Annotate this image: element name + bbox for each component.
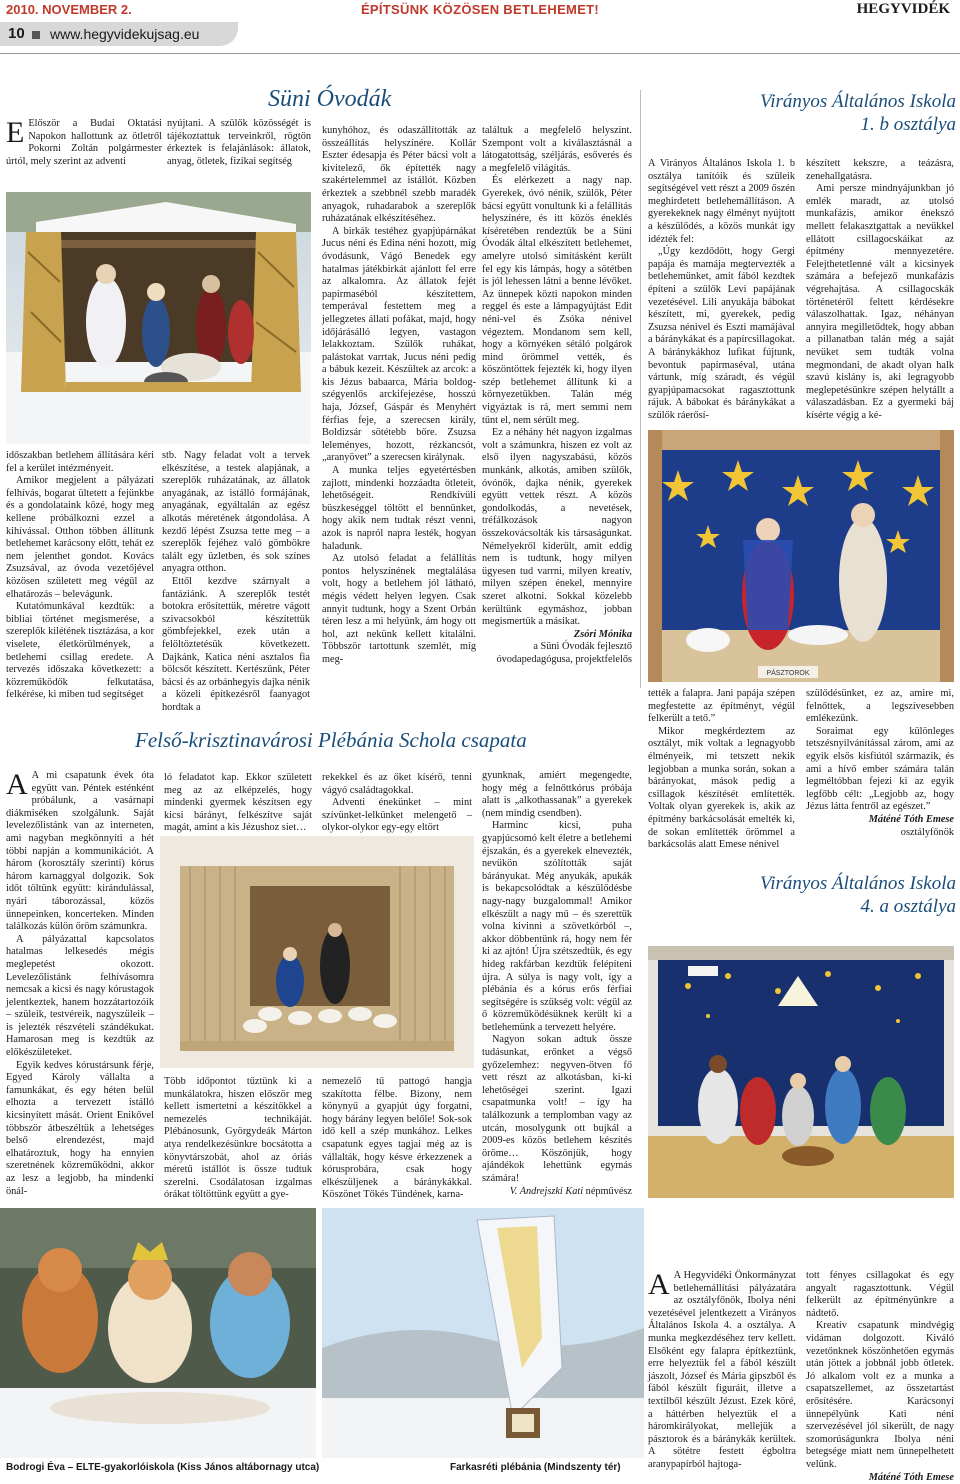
viranyos-4a-nativity-image [648, 946, 954, 1198]
column-divider [640, 90, 641, 688]
page-tab [0, 22, 238, 46]
viranyos-1b-col1 [648, 158, 795, 422]
felso-col2-bottom [164, 1076, 312, 1202]
viranyos-1b-signature-role: osztályfőnök [806, 827, 954, 840]
suni-signature-role1: a Süni Óvodák fejlesztő [482, 641, 632, 654]
felso-col1 [6, 770, 154, 1198]
felso-title: Felső-krisztinavárosi Plébánia Schola csapata [135, 728, 527, 753]
paragraph: tott fényes csillagokat és egy angyalt ragasztottunk. Végül felkerült az építményünkre a nádtető. [806, 1270, 954, 1320]
sign-pasztorok: PÁSZTOROK [766, 668, 809, 677]
paragraph: „Úgy kezdődött, hogy Gergi papája és mamája megtervezték a betlehemünket, amit fából kezdtek építeni a szülők Levi papájának vezetésével. Lili anyukája bábokat készített, mi, gyerekek, pedig Zsuzsa nénivel és Eszti mamájával a báránykákat és a papírcsillagokat. A báránykákhoz lufikat fújtunk, bevontuk papírmaséval, utána vártunk, míg száradt, és végül gyapjúpamacsokat ragasztottunk rájuk. A bábokat és báránykákat a szülők ráerősí- [648, 246, 795, 422]
viranyos-1b-col4 [806, 688, 954, 839]
paragraph: Ettől kezdve szárnyalt a fantáziánk. A szereplők testét botokra erősítettük, méretre vágott szivacsokból készítettük gömbfejekkel, ezek után a felöltöztetésük következett. Dajkánk, Katica néni asztalos fia bölcsőt készített. Kertészünk, Péter bácsi és az orbánhegyis dajka nénik a közeli építkezésről faanyagot hordtak a [162, 576, 310, 715]
viranyos-1b-col3 [648, 688, 795, 852]
suni-nativity-photo [6, 192, 311, 444]
paragraph: Az utolsó feladat a felállítás pontos helyszínének megtalálása volt, hogy a betlehem jól látható, mégis védett helyen legyen. Csak annyit tudtunk, hogy a Szent Orbán téren lesz a mi helyünk, ám hogy ott hol, azt nekünk kellett kitalálni. Többször tartottunk szemlét, míg meg- [322, 553, 476, 666]
bottom-left-photo [0, 1208, 316, 1458]
suni-col2-top-text: nyújtani. A szülők közösségét is tájékoztattuk terveinkről, rögtön érkeztek is felajánlások: állatok, anyag, ötletek, fizikai segítség [167, 118, 311, 168]
paragraph: stb. Nagy feladat volt a tervek elkészítése, a testek alapjának, a szereplők ruházatának, az állatok anyagának, az istálló formájának, anyagának, egyáltalán az egész alkotás méretének átgondolása. A kezdő lépést Zsuzsa tette meg – a szereplők fejéhez való gömbökre talált egy üzletben, és sok színes anyagra otthon. [162, 450, 310, 576]
suni-title: Süni Óvodák [268, 86, 391, 113]
page-header [0, 0, 960, 22]
paragraph: Ami persze mindnyájunkban jó emlék maradt, az utolsó munkafázis, amikor énekszó mellett felakasztgattak a nevükkel ellátott csillagocskáikat az építmény mennyezetére. Felejthetetlenné vált a kicsinyek számára a befejező munkafázis végrehajtása. A csillagocskák történetéről feltett kérdésekre válaszolhattak. Igaz, néhányan annyira megilletődtek, hogy abban a pillanatban talán még a saját nevüket sem tudták volna megmondani, de akadt olyan halk szavú kislány is, aki legragyobb meglepetésünkre szépen helytállt a válaszadásban. Ez a gyermeki báj kísérte végig a ké- [806, 183, 954, 422]
viranyos-4a-col1-text: A Hegyvidéki Önkormányzat betlehemállítási pályázatára az osztályfőnök, Ibolya néni vezetésével jelentkezett a Virányos Általános Iskola 4. a osztálya. A munka megkezdéséhez terv kellett. Elsőként egy falapra építkeztünk, erre helyeztük fel a fából készült jászolt, József és Mária gipszből és fából készült figuráit, illetve a textilből készült Jézust. Ezek köré, a háttérben helyeztük el a háromkirályokat, mellejük a pásztorok és a báránykák kerültek. A sötétre festett égboltra aranypapírból hajtoga- [648, 1270, 796, 1470]
paragraph: Kutatómunkával kezdtük: a bibliai történet megismerése, a szereplők kilétének tisztázása, a kor viselete, életkörülmények, a betlehemi csillag eredete. A tervezés időszaka következett: a közreműködők felkutatása, felkérése, ki miben tud segítséget [6, 601, 154, 702]
paragraph: gyunknak, amiért megengedte, hogy még a felnőttkórus próbája alatt is „alkothassanak” a gyerekek (nem mindig csendben). [482, 770, 632, 820]
paragraph: Nagyon sokan adtuk össze tudásunkat, erőnket a végső győzelemhez: negyven-ötven fő vett részt az alkotásban, ki-ki lehetőségei szerint. Igazi csapatmunka volt! – így ha találkozunk a templomban vagy az utcán, mosolygunk ott bujkál a 2009-es közös betlehem készítés öröme… Köszönjük, hogy ajándékok lehettünk egymás számára! [482, 1034, 632, 1185]
suni-col1-top [6, 118, 162, 168]
viranyos-4a-signature: Máténé Tóth Emese [806, 1472, 954, 1484]
felso-col1-first: A mi csapatunk évek óta együtt van. Péntek esténként próbálunk, a vasárnapi diákmiséken szolgálunk. Saját levelezőlistánk van az interneten, ami nagyban megkönnyíti a hét többi napján a kommunikációt. A három (korosztály szerinti) kórus három karnaggyal dolgozik. Sok időt töltünk együtt: kirándulással, nyári táborozással, közös ünnepeinken, koncerteken. Minden találkozás külön öröm számunkra. [6, 770, 154, 932]
paragraph: Harminc kicsi, puha gyapjúcsomó kelt életre a betlehemi éjszakán, és a gyerekek elnevezték, nevükön szólították saját bárányukat. Még anyukák, apukák is bekapcsolódtak a készülődésbe nagy-nagy buzgalommal! Amikor elkészült a nagy mű – és szerettük volna kivinni a szövetkórból –, akkor döbbentünk rá, hogy nem fér ki az ajtón! Újra szétszedtük, és egy hideg rakfárban kezdtük felépíteni újra. A súlya is nagy volt, így a plébánia és a kórus erős férfiai segítségére is szükség volt: végül az ő közreműködésüknek került ki a betlehemünk a tervezett helyére. [482, 820, 632, 1034]
paragraph: Ez a néhány hét nagyon izgalmas volt a számunkra, hiszen ez volt az első ilyen nagyszabású, közös munkánk, alkotás, amiben szülők, óvónők, dajka nénik, gyerekek együtt vettek részt. A közös gondolkodás, a nevetések, tréfálkozások nagyon összekovácsolták kis társaságunkat. Némelyekről kiderült, amit eddig nem is tudtunk, hogy milyen ügyesen tud varrni, milyen kreatív, milyen szépen énekel, mennyire szeret alkotni. Sokkal közelebb kerültünk egymáshoz, jobban megismertük a másikat. [482, 427, 632, 629]
bottom-right-photo [322, 1208, 644, 1458]
viranyos-1b-nativity-photo [648, 430, 954, 682]
felso-col3-bottom [322, 1076, 472, 1202]
separator-square-icon [32, 31, 40, 39]
suni-col1 [6, 450, 154, 702]
viranyos-1b-signature-name: Máténé Tóth Emese [806, 814, 954, 827]
paragraph: Amikor megjelent a pályázati felhívás, bogarat ültetett a fejünkbe és a gondolataink közé, hogy meg kellene próbálkozni ezzel a kihívással. Otthon többen állítunk betlehemet karácsony előtt, tehát ez nem jelenthet gondot. Kovács Zsuzsával, az óvoda vezetőjével közösen született meg végül az elhatározás – belevágunk. [6, 475, 154, 601]
suni-signature-name: Zsóri Mónika [482, 629, 632, 642]
suni-nativity-image [6, 192, 311, 444]
section-headline: ÉPÍTSÜNK KÖZÖSEN BETLEHEMET! [0, 2, 960, 17]
felso-col2-top [164, 772, 312, 835]
viranyos-1b-col2 [806, 158, 954, 422]
felso-signature [482, 1186, 632, 1199]
paragraph: kunyhóhoz, és odaszállították az összeállítás helyszínére. Kollár Eszter édesapja és Péter bácsi volt a kivitelező, ők építették nagy szakértelemmel az istállót. Közben érkeztek a szebbnél szebb maradék anyagok, ruhadarabok a szereplők ruházatának elkészítéséhez. [322, 125, 476, 226]
viranyos-4a-title-line2: 4. a osztálya [648, 895, 956, 918]
bottom-right-image [322, 1208, 644, 1458]
felso-nativity-image [160, 836, 474, 1068]
caption-bottom-right: Farkasréti plébánia (Mindszenty tér) [450, 1462, 621, 1473]
paragraph: A munka teljes egyetértésben zajlott, mindenki hozzáadta ötleteit, lehetőségeit. Rendkívüli büszkeséggel töltött el bennünket, hogy akik nem tudtak részt venni, azok is napról napra lesték, hogyan haladunk. [322, 465, 476, 553]
viranyos-1b-title-line1: Virányos Általános Iskola [648, 90, 956, 113]
felso-nativity-photo [160, 836, 474, 1068]
suni-col2 [162, 450, 310, 714]
viranyos-4a-title [648, 872, 956, 918]
paragraph: Több időpontot tűztünk ki a munkálatokra, hiszen először meg kellett ismertetni a készítőkkel a nemezelés technikáját. Plébánosunk, Györgydeák Márton atya rendelkezésünkre bocsátotta a könyvtárszobát, ahol az óriás méretű istállót is össze tudtuk szerelni. Csodálatosan izgalmas órákat töltöttünk együtt a gye- [164, 1076, 312, 1202]
caption-bottom-left: Bodrogi Éva – ELTE-gyakorlóiskola (Kiss János altábornagy utca) [6, 1462, 319, 1473]
suni-col4 [482, 125, 632, 667]
paragraph: készített kekszre, a teázásra, zenehallgatásra. [806, 158, 954, 183]
paragraph: A Virányos Általános Iskola 1. b osztálya tanítóik és szüleik segítségével vett részt a 2009 őszén meghirdetett betlehemállításon. A gyerekeknek nagy élményt nyújtott a készülődés, a közös munkát így idézték fel: [648, 158, 795, 246]
viranyos-1b-title-line2: 1. b osztálya [648, 113, 956, 136]
viranyos-4a-nativity-photo [648, 946, 954, 1198]
paragraph: ló feladatot kap. Ekkor született meg az az elképzelés, hogy mindenki gyermek készítsen egy kicsi bárányt, felkészítve saját magát, amint a kis Jézushoz siet… [164, 772, 312, 835]
felso-signature-role: népművész [586, 1186, 632, 1197]
paragraph: Adventi énekünket – mint szívünket-lelkünket melengető – olykor-olykor egy-egy eltört [322, 797, 472, 835]
paragraph: És elérkezett a nagy nap. Gyerekek, óvó nénik, szülők, Péter bácsi együtt vonultunk ki a felállítás helyszínére, és itt közös éneklés kíséretében rendeztük be a Süni Óvodák által elkészített betlehemet, amelyre utolsó simításként került fel egy kis lámpás, hogy a sötétben is jól lehessen látni a benne lévőket. Az ünnepek közti napokon minden reggel és este a lámpagyújtást Edit néni-vel és Zsóka nénivel végeztem. Mondanom sem kell, hogy a környéken sétáló polgárok mind örömmel vették, és köszöntöttek fejezték ki, hogy ilyen szép betlehemet állítunk ki a környezetükben. Talán még vigyáztak is rá, mert semmi nem tűnt el, nem sérült meg. [482, 175, 632, 427]
suni-col1-top-text: Először a Budai Oktatási Napokon hallottunk az ötletről Pokorni Zoltán polgármester úrtól, mely szerint az adventi [6, 118, 162, 167]
paragraph: nemezelő tű pattogó hangja szakította félbe. Bizony, nem könynyű a gyapjút úgy forgatni, hogy bárány legyen belőle! Sok-sok idő kell a szép munkához. Lelkes csapatunk egyes tagjai még az is vállalták, hogy késve érkezzenek a kórusprobára, csak hogy elkészüljenek a báránykákkal. Köszönet Tőkés Tündének, karna- [322, 1076, 472, 1202]
felso-col3-top [322, 772, 472, 835]
suni-col2-top [167, 118, 311, 168]
viranyos-1b-title [648, 90, 956, 136]
bottom-left-image [0, 1208, 316, 1458]
website-link[interactable]: www.hegyvidekujsag.eu [50, 26, 199, 42]
viranyos-4a-col2 [806, 1270, 954, 1484]
paragraph: időszakban betlehem állítására kéri fel a kerület intézményeit. [6, 450, 154, 475]
viranyos-4a-col1 [648, 1270, 796, 1472]
paragraph: Mikor megkérdeztem az osztályt, mik voltak a legnagyobb élményeik, mi tetszett nekik legjobban a munka során, sokan a bárányokat, mások pedig a csillagok készítését említették. Voltak olyan gyerekek is, akik az építmény barkácsolását emelték ki, de sokan említették örömmel a barkácsolás alatt Emese nénivel [648, 726, 795, 852]
paragraph: A birkák testéhez gyapjúpárnákat Jucus néni és Edina néni hozott, míg óvodásunk, Vágó Benedek egy hatalmas játékbirkát ajánlott fel erre az alkalomra. Az állatok fejét papírmaséból készítettem, temperával festettem meg a jellegzetes állati pofákat, majd, hogy időjárásálló legyen, vastagon lelakkoztam. Szülők ruhákat, palástokat varrtak, Jucus néni pedig a bábuk kezeit. Készültek az arcok: a kis Jézus babaarca, Mária boldog-szégyenlős arckifejezése, hosszú haja, József, Gáspár és Menyhért férfias feje, a szerecsen király, Boldizsár sötétebb bőre. Zsuzsa leleményes, hozott, rézkancsót, „aranyövet” a szerecsen királynak. [322, 226, 476, 465]
publication-name: HEGYVIDÉK [857, 1, 950, 18]
suni-signature-role2: óvodapedagógusa, projektfelelős [482, 654, 632, 667]
paragraph: találtuk a megfelelő helyszínt. Szempont volt a kiválasztásnál a látogatottság, széljárás, esőverés és a megfelelő világítás. [482, 125, 632, 175]
viranyos-1b-nativity-image [648, 430, 954, 682]
drop-cap-e: E [6, 120, 24, 146]
paragraph: A pályázattal kapcsolatos hatalmas lelkesedés mégis meglepetést okozott. Levelezőlistánk felhívásomra nemcsak a kicsi és nagy kórustagok jelentkeztek, hanem hozzátartozóik – szüleik, testvéreik, nagyszüleik – is jelezték részvételi szándékukat. Hamarosan meg is kezdtük az előkészületeket. [6, 934, 154, 1060]
header-rule [0, 53, 960, 54]
felso-col4 [482, 770, 632, 1198]
paragraph: rekekkel és az őket kísérő, tenni vágyó családtagokkal. [322, 772, 472, 797]
page-number: 10 [8, 25, 25, 42]
paragraph: szülődésünket, ez az, amire mi, felnőttek, a legszívesebben emlékezünk. [806, 688, 954, 726]
paragraph: tették a falapra. Jani papája szépen megfestette az építményt, végül felkerült a tető.” [648, 688, 795, 726]
suni-col3 [322, 125, 476, 667]
paragraph: Soraimat egy különleges tetszésnyilvánítással zárom, ami az egyik elsős kisfiútól származik, és ami a hívő ember számára talán legméltóbban fejezi ki az egyik legfőbb célt: „Legjobb az, hogy Jézus látta fentről az egészet.” [806, 726, 954, 814]
drop-cap-a: A [6, 772, 28, 798]
drop-cap-a2: A [648, 1272, 670, 1298]
paragraph: Egyik kedves kórustársunk férje, Egyed Károly vállalta a famunkákat, és egy héten belül elhozta a tervezett istálló kicsinyített mását. Orient Enikővel többször átbeszéltük a lehetséges belső elrendezést, majd elhatároztuk, hogy ha ennyien szeretnének közreműködni, akkor az lesz a legjobb, ha mindenki önál- [6, 1060, 154, 1199]
paragraph: Kreatív csapatunk mindvégig vidáman dolgozott. Kiváló vezetőnknek köszönhetően egymás után jöttek a jobbnál jobb ötletek. Jó alkalom volt ez a munka a csapatszellemet, az összetartást erősítésére. Karácsonyi ünnepélyünk Kati néni szervezésével jól sikerült, de nagy szomorúságunkra Ibolya néni betegsége miatt nem ünnepelhetett velünk. [806, 1320, 954, 1471]
felso-signature-name: V. Andrejszki Kati [510, 1186, 583, 1197]
issue-date: 2010. NOVEMBER 2. [6, 2, 132, 17]
viranyos-4a-title-line1: Virányos Általános Iskola [648, 872, 956, 895]
